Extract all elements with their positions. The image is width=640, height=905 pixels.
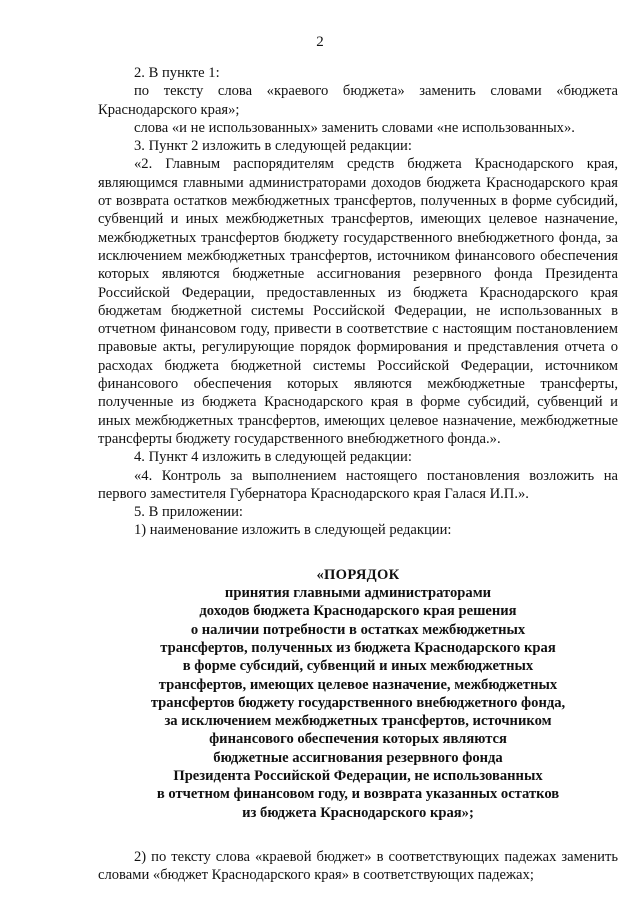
paragraph-subitem-2: 2) по тексту слова «краевой бюджет» в соответствующих падежах заменить словами «бюджет Краснодарского края» в соответствующих падежах; bbox=[98, 848, 618, 884]
paragraph-item-5: 5. В приложении: bbox=[134, 504, 243, 521]
title-line: в отчетном финансовом году, и возврата указанных остатков bbox=[156, 786, 560, 803]
page-number: 2 bbox=[316, 34, 324, 50]
paragraph-replace-words-2: слова «и не использованных» заменить словами «не использованных». bbox=[134, 119, 575, 136]
title-line: финансового обеспечения которых являются bbox=[209, 731, 507, 748]
title-line: «ПОРЯДОК bbox=[316, 566, 400, 583]
paragraph-quoted-point-4: «4. Контроль за выполнением настоящего постановления возложить на первого заместителя Губернатора Краснодарского края Галася И.П.». bbox=[98, 467, 618, 502]
title-line: трансфертов бюджету государственного внебюджетного фонда, bbox=[150, 694, 566, 711]
title-line: бюджетные ассигнования резервного фонда bbox=[213, 749, 503, 766]
document-body bbox=[98, 64, 618, 884]
title-line: Президента Российской Федерации, не использованных bbox=[173, 767, 543, 784]
paragraph-item-3: 3. Пункт 2 изложить в следующей редакции: bbox=[134, 138, 412, 155]
title-line: трансфертов, имеющих целевое назначение, межбюджетных bbox=[158, 676, 558, 693]
paragraph-subitem-1: 1) наименование изложить в следующей редакции: bbox=[134, 522, 452, 539]
procedure-title bbox=[98, 566, 618, 822]
paragraph-item-4: 4. Пункт 4 изложить в следующей редакции: bbox=[134, 449, 412, 466]
title-line: трансфертов, полученных из бюджета Краснодарского края bbox=[160, 639, 556, 656]
title-line: за исключением межбюджетных трансфертов, источником bbox=[164, 713, 552, 730]
title-line: о наличии потребности в остатках межбюджетных bbox=[190, 621, 526, 638]
paragraph-item-2: 2. В пункте 1: bbox=[134, 65, 220, 81]
title-line: в форме субсидий, субвенций и иных межбюджетных bbox=[182, 658, 534, 675]
title-line: доходов бюджета Краснодарского края решения bbox=[199, 603, 517, 620]
title-line: из бюджета Краснодарского края»; bbox=[242, 804, 474, 821]
paragraph-quoted-point-2: «2. Главным распорядителям средств бюджета Краснодарского края, являющимся главными администраторами доходов бюджета Краснодарского края от возврата остатков межбюджетных трансфертов, полученных в форме субсидий, субвенций и иных межбюджетных трансфертов, имеющих целевое назначение, межбюджетных трансфертов бюджету государственного внебюджетного фонда, за исключением межбюджетных трансфертов, источником финансового обеспечения которых являются бюджетные ассигнования резервного фонда Президента Российской Федерации, предоставленных из бюджета Краснодарского края бюджетам бюджетной системы Российской Федерации, не использованных в отчетном финансовом году, привести в соответствие с настоящим постановлением правовые акты, регулирующие порядок формирования и представления отчета о расходах бюджета бюджетной системы Российской Федерации, источником финансового обеспечения которых являются межбюджетные трансферты, полученные из бюджета Краснодарского края в форме субсидий, субвенций и иных межбюджетных трансфертов, имеющих целевое назначение, межбюджетные трансферты бюджету государственного внебюджетного фонда.». bbox=[98, 156, 618, 447]
title-line: принятия главными администраторами bbox=[224, 585, 492, 602]
paragraph-replace-words-1: по тексту слова «краевого бюджета» заменить словами «бюджета Краснодарского края»; bbox=[98, 83, 618, 118]
